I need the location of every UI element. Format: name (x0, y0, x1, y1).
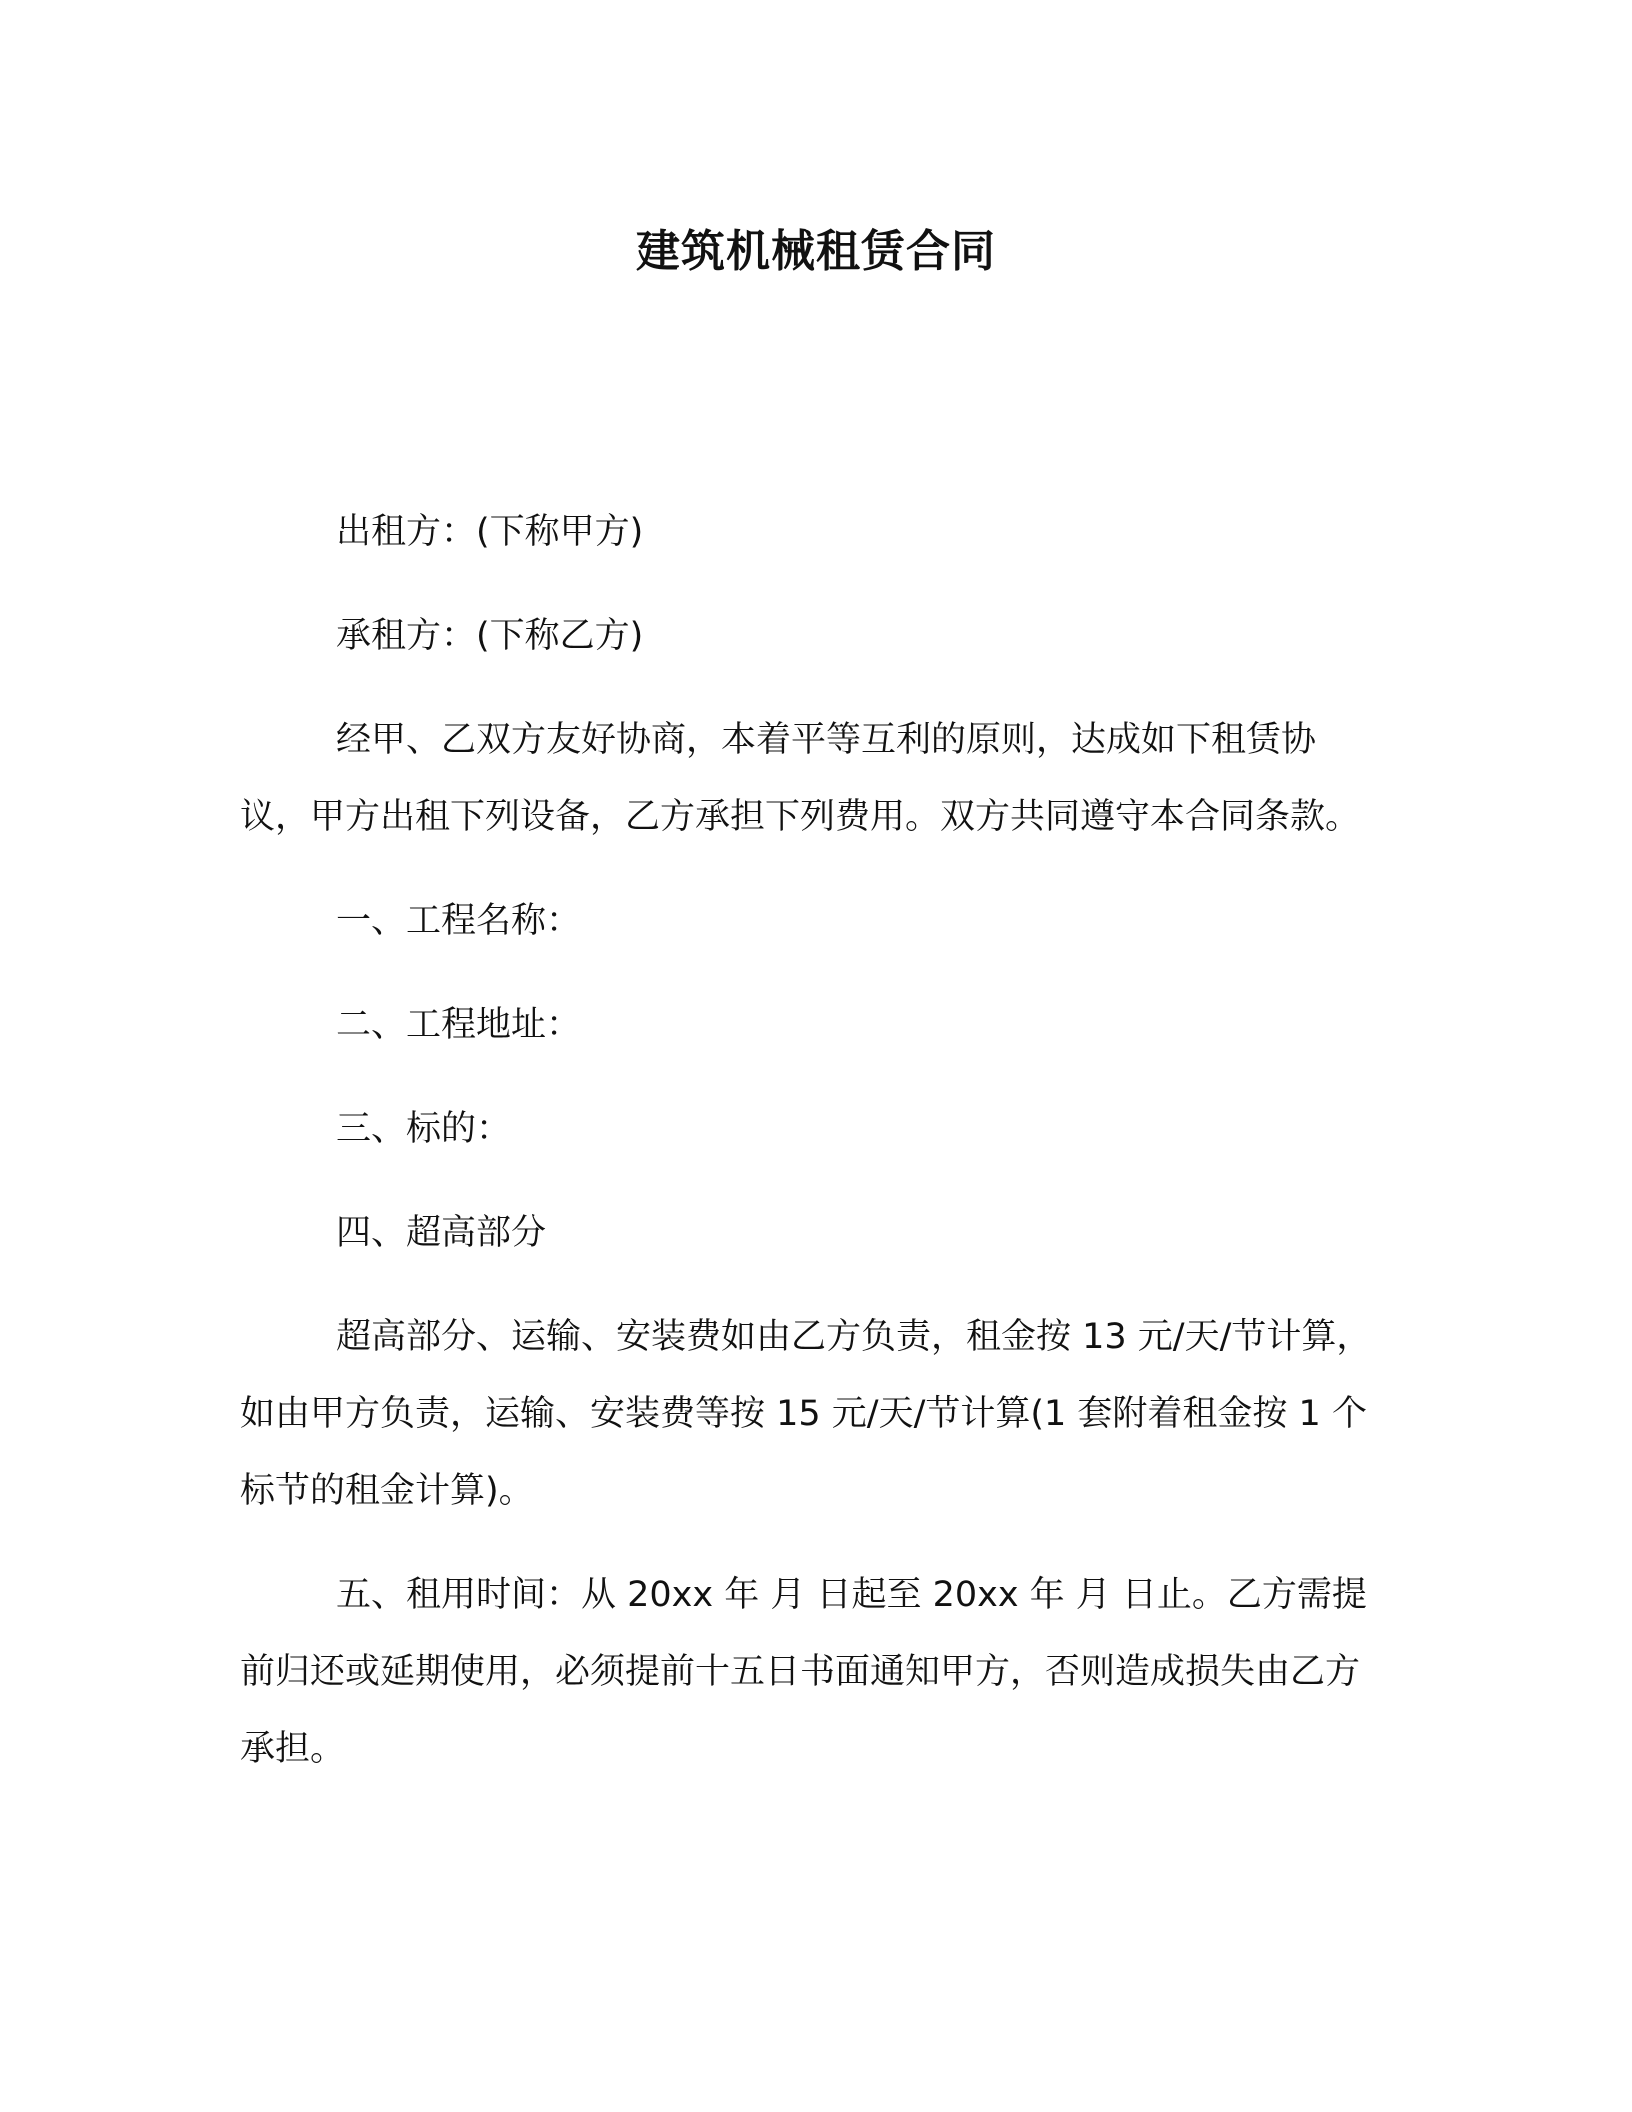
document-body (240, 494, 1382, 1815)
lessor-line: 出租方：(下称甲方) (336, 512, 644, 552)
preamble-paragraph: 经甲、乙双方友好协商，本着平等互利的原则，达成如下租赁协议，甲方出租下列设备，乙方承担下列费用。双方共同遵守本合同条款。 (240, 720, 1361, 837)
clause-3-subject: 三、标的： (336, 1109, 512, 1149)
clause-1-project-name: 一、工程名称： (336, 901, 582, 941)
clause-2-project-address: 二、工程地址： (336, 1005, 582, 1045)
clause-4-body: 超高部分、运输、安装费如由乙方负责，租金按 13 元/天/节计算，如由甲方负责，运输、安装费等按 15 元/天/节计算(1 套附着租金按 1 个标节的租金计算)。 (240, 1317, 1372, 1511)
clause-4-heading: 四、超高部分 (336, 1213, 547, 1253)
clause-5-rental-period: 五、租用时间：从 20xx 年 月 日起至 20xx 年 月 日止。乙方需提前归还或延期使用，必须提前十五日书面通知甲方，否则造成损失由乙方承担。 (240, 1575, 1367, 1769)
page-title: 建筑机械租赁合同 (636, 226, 996, 277)
lessee-line: 承租方：(下称乙方) (336, 616, 644, 656)
